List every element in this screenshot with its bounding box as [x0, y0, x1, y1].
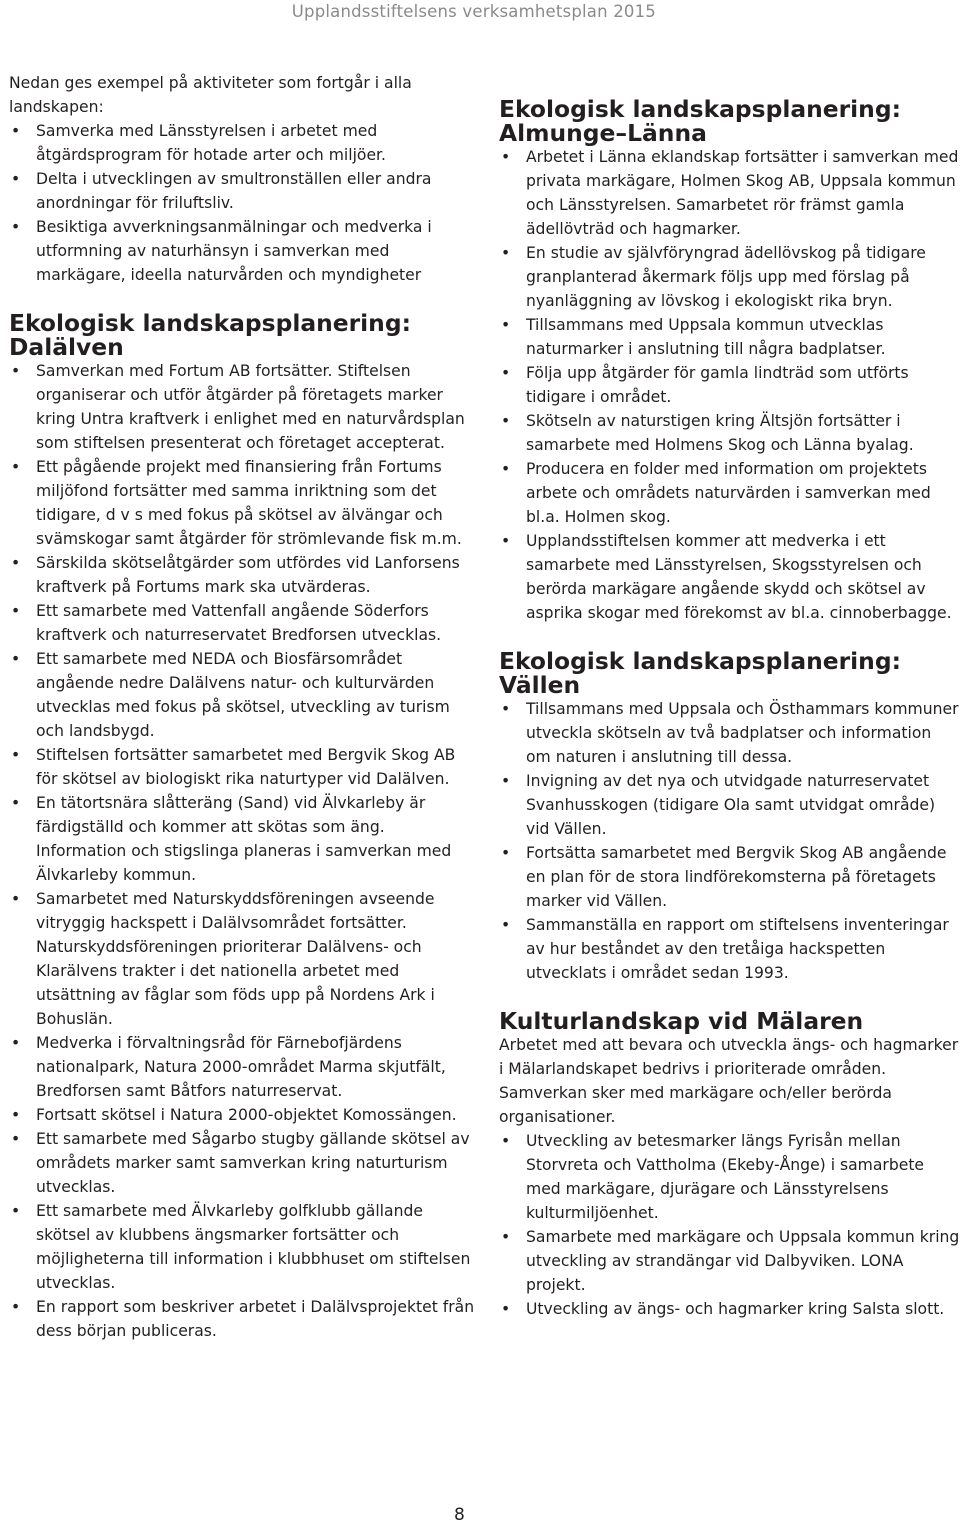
- list-item: • Producera en folder med information om projektets arbete och områdets naturvärden i samverkan med bl.a. Holmen skog.: [499, 457, 960, 529]
- list-item: • Upplandsstiftelsen kommer att medverka i ett samarbete med Länsstyrelsen, Skogsstyrelsen och berörda markägare angående skydd och skötsel av asprika skogar med förekomst av bl.a. cinnoberbagge.: [499, 529, 960, 625]
- right-column: [499, 97, 960, 1321]
- list-item: • Besiktiga avverkningsanmälningar och medverka i utformning av naturhänsyn i samverkan med markägare, ideella naturvården och myndigheter: [9, 215, 477, 287]
- intro-paragraph: Nedan ges exempel på aktiviteter som fortgår i alla landskapen:: [9, 74, 412, 116]
- list-item: • Fortsätta samarbetet med Bergvik Skog AB angående en plan för de stora lindförekomsterna på företagets marker vid Vällen.: [499, 841, 960, 913]
- list-item: • Utveckling av ängs- och hagmarker kring Salsta slott.: [499, 1297, 960, 1321]
- list-item: • Delta i utvecklingen av smultronställen eller andra anordningar för friluftsliv.: [9, 167, 477, 215]
- list-item: • Ett samarbete med NEDA och Biosfärsområdet angående nedre Dalälvens natur- och kulturvärden utvecklas med fokus på skötsel, utveckling av turism och landsbygd.: [9, 647, 477, 743]
- list-item: • Medverka i förvaltningsråd för Färnebofjärdens nationalpark, Natura 2000-området Marma skjutfält, Bredforsen samt Båtfors naturreservat.: [9, 1031, 477, 1103]
- list-item: • Tillsammans med Uppsala och Östhammars kommuner utveckla skötseln av två badplatser och information om naturen i anslutning till dessa.: [499, 697, 960, 769]
- list-item: • Samarbetet med Naturskyddsföreningen avseende vitryggig hackspett i Dalälvsområdet fortsätter. Naturskyddsföreningen prioriterar Dalälvens- och Klarälvens trakter i det nationella arbetet med utsättning av fåglar som föds upp på Nordens Ark i Bohuslän.: [9, 887, 477, 1031]
- list-item: • Samverkan med Fortum AB fortsätter. Stiftelsen organiserar och utför åtgärder på företagets marker kring Untra kraftverk i enlighet med en naturvårdsplan som stiftelsen presenterat och företaget accepterat.: [9, 359, 477, 455]
- malaren-list: [499, 1129, 960, 1321]
- list-item: • Skötseln av naturstigen kring Ältsjön fortsätter i samarbete med Holmens Skog och Länna byalag.: [499, 409, 960, 457]
- list-item: • Stiftelsen fortsätter samarbetet med Bergvik Skog AB för skötsel av biologiskt rika naturtyper vid Dalälven.: [9, 743, 477, 791]
- list-item: • Följa upp åtgärder för gamla lindträd som utförts tidigare i området.: [499, 361, 960, 409]
- malaren-section: [499, 1009, 960, 1321]
- section-heading: Ekologisk landskapsplanering: Vällen: [499, 647, 901, 699]
- running-header: Upplandsstiftelsens verksamhetsplan 2015: [291, 2, 656, 21]
- list-item: • Tillsammans med Uppsala kommun utvecklas naturmarker i anslutning till några badplatser.: [499, 313, 960, 361]
- left-column: [9, 71, 477, 1343]
- list-item: • Utveckling av betesmarker längs Fyrisån mellan Storvreta och Vattholma (Ekeby-Ånge) i samarbete med markägare, djurägare och Länsstyrelsens kulturmiljöenhet.: [499, 1129, 960, 1225]
- intro-section: [9, 71, 477, 287]
- section-heading: Ekologisk landskapsplanering: Dalälven: [9, 309, 411, 361]
- vallen-list: [499, 697, 960, 985]
- list-item: • Ett samarbete med Sågarbo stugby gällande skötsel av områdets marker samt samverkan kring naturturism utvecklas.: [9, 1127, 477, 1199]
- list-item: • Samverka med Länsstyrelsen i arbetet med åtgärdsprogram för hotade arter och miljöer.: [9, 119, 477, 167]
- list-item: • En tätortsnära slåtteräng (Sand) vid Älvkarleby är färdigställd och kommer att skötas som äng. Information och stigslinga planeras i samverkan med Älvkarleby kommun.: [9, 791, 477, 887]
- almunge-list: [499, 145, 960, 625]
- section-heading: Ekologisk landskapsplanering: Almunge–Länna: [499, 95, 901, 147]
- list-item: • Ett samarbete med Älvkarleby golfklubb gällande skötsel av klubbens ängsmarker fortsätter och möjligheterna till information i klubbhuset om stiftelsen utvecklas.: [9, 1199, 477, 1295]
- dalalven-list: [9, 359, 477, 1343]
- list-item: • En studie av självföryngrad ädellövskog på tidigare granplanterad åkermark följs upp med förslag på nyanläggning av lövskog i ekologiskt rika bryn.: [499, 241, 960, 313]
- list-item: • Ett samarbete med Vattenfall angående Söderfors kraftverk och naturreservatet Bredforsen utvecklas.: [9, 599, 477, 647]
- list-item: • En rapport som beskriver arbetet i Dalälvsprojektet från dess början publiceras.: [9, 1295, 477, 1343]
- malaren-paragraph: Arbetet med att bevara och utveckla ängs- och hagmarker i Mälarlandskapet bedrivs i prioriterade områden. Samverkan sker med markägare och/eller berörda organisationer.: [499, 1036, 959, 1126]
- section-heading: Kulturlandskap vid Mälaren: [499, 1007, 864, 1035]
- list-item: • Arbetet i Länna eklandskap fortsätter i samverkan med privata markägare, Holmen Skog AB, Uppsala kommun och Länsstyrelsen. Samarbetet rör främst gamla ädellövträd och hagmarker.: [499, 145, 960, 241]
- list-item: • Ett pågående projekt med finansiering från Fortums miljöfond fortsätter med samma inriktning som det tidigare, d v s med fokus på skötsel av älvängar och svämskogar samt åtgärder för strömlevande fisk m.m.: [9, 455, 477, 551]
- list-item: • Särskilda skötselåtgärder som utfördes vid Lanforsens kraftverk på Fortums mark ska utvärderas.: [9, 551, 477, 599]
- list-item: • Sammanställa en rapport om stiftelsens inventeringar av hur beståndet av den tretåiga hackspetten utvecklats i området sedan 1993.: [499, 913, 960, 985]
- list-item: • Invigning av det nya och utvidgade naturreservatet Svanhusskogen (tidigare Ola samt utvidgat område) vid Vällen.: [499, 769, 960, 841]
- list-item: • Samarbete med markägare och Uppsala kommun kring utveckling av strandängar vid Dalbyviken. LONA projekt.: [499, 1225, 960, 1297]
- almunge-section: [499, 97, 960, 625]
- list-item: • Fortsatt skötsel i Natura 2000-objektet Komossängen.: [9, 1103, 477, 1127]
- page-number: 8: [454, 1505, 465, 1525]
- intro-list: [9, 119, 477, 287]
- vallen-section: [499, 649, 960, 985]
- dalalven-section: [9, 311, 477, 1343]
